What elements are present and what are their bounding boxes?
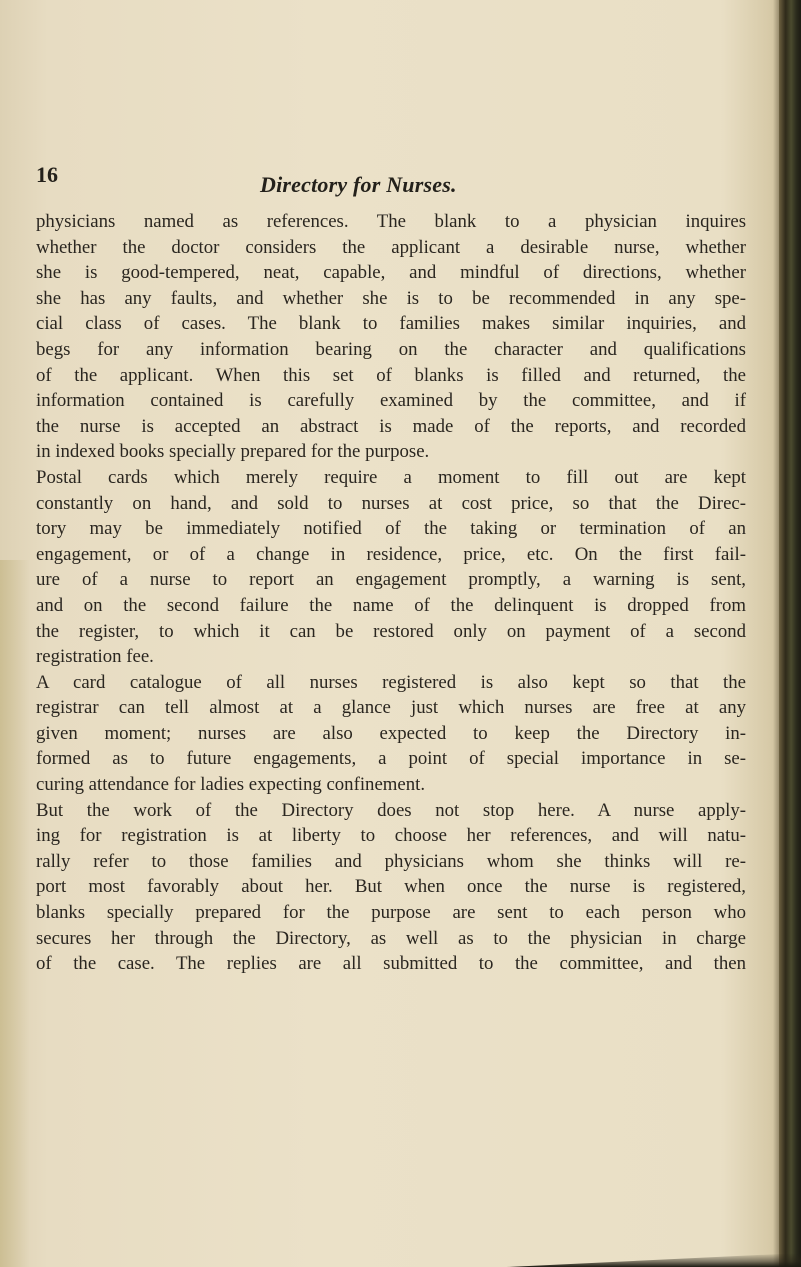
page-stain — [0, 560, 30, 1267]
text-line: begs for any information bearing on the character and qualifications — [36, 338, 746, 360]
page-header — [36, 162, 736, 198]
text-line: and on the second failure the name of the delinquent is dropped from — [36, 594, 746, 616]
text-line: rally refer to those families and physicians whom she thinks will re- — [36, 850, 746, 872]
body-text — [36, 209, 746, 977]
text-line: port most favorably about her. But when once the nurse is registered, — [36, 876, 746, 898]
text-line: But the work of the Directory does not stop here. A nurse apply- — [36, 799, 746, 821]
text-line: in indexed books specially prepared for the purpose. — [36, 441, 430, 463]
text-line: given moment; nurses are also expected to keep the Directory in- — [36, 722, 746, 744]
text-line: registrar can tell almost at a glance just which nurses are free at any — [36, 697, 746, 719]
text-line: the nurse is accepted an abstract is made of the reports, and recorded — [36, 415, 746, 437]
text-line: of the applicant. When this set of blanks is filled and returned, the — [36, 364, 746, 386]
text-line: Postal cards which merely require a moment to fill out are kept — [36, 466, 746, 488]
text-line: ure of a nurse to report an engagement promptly, a warning is sent, — [36, 569, 746, 591]
text-line: constantly on hand, and sold to nurses at cost price, so that the Direc- — [36, 492, 746, 514]
text-line: engagement, or of a change in residence, price, etc. On the first fail- — [36, 543, 746, 565]
text-line: of the case. The replies are all submitted to the committee, and then — [36, 953, 746, 975]
text-line: A card catalogue of all nurses registered is also kept so that the — [36, 671, 746, 693]
text-line: ing for registration is at liberty to choose her references, and will natu- — [36, 825, 746, 847]
text-line: secures her through the Directory, as well as to the physician in charge — [36, 927, 746, 949]
text-line: curing attendance for ladies expecting confinement. — [36, 774, 426, 796]
text-line: blanks specially prepared for the purpose are sent to each person who — [36, 902, 746, 924]
page-corner-shadow — [381, 1253, 801, 1267]
text-line: information contained is carefully examined by the committee, and if — [36, 390, 746, 412]
text-line: she is good-tempered, neat, capable, and mindful of directions, whether — [36, 262, 746, 284]
text-line: she has any faults, and whether she is to be recommended in any spe- — [36, 287, 746, 309]
text-line: tory may be immediately notified of the taking or termination of an — [36, 518, 746, 540]
running-head: Directory for Nurses. — [260, 172, 457, 197]
text-line: formed as to future engagements, a point of special importance in se- — [36, 748, 746, 770]
text-line: cial class of cases. The blank to families makes similar inquiries, and — [36, 313, 746, 335]
text-line: physicians named as references. The blank to a physician inquires — [36, 211, 746, 232]
page-number: 16 — [36, 162, 58, 187]
text-line: the register, to which it can be restored only on payment of a second — [36, 620, 746, 642]
book-binding-edge — [779, 0, 801, 1267]
text-line: registration fee. — [36, 646, 154, 668]
text-line: whether the doctor considers the applicant a desirable nurse, whether — [36, 236, 746, 258]
